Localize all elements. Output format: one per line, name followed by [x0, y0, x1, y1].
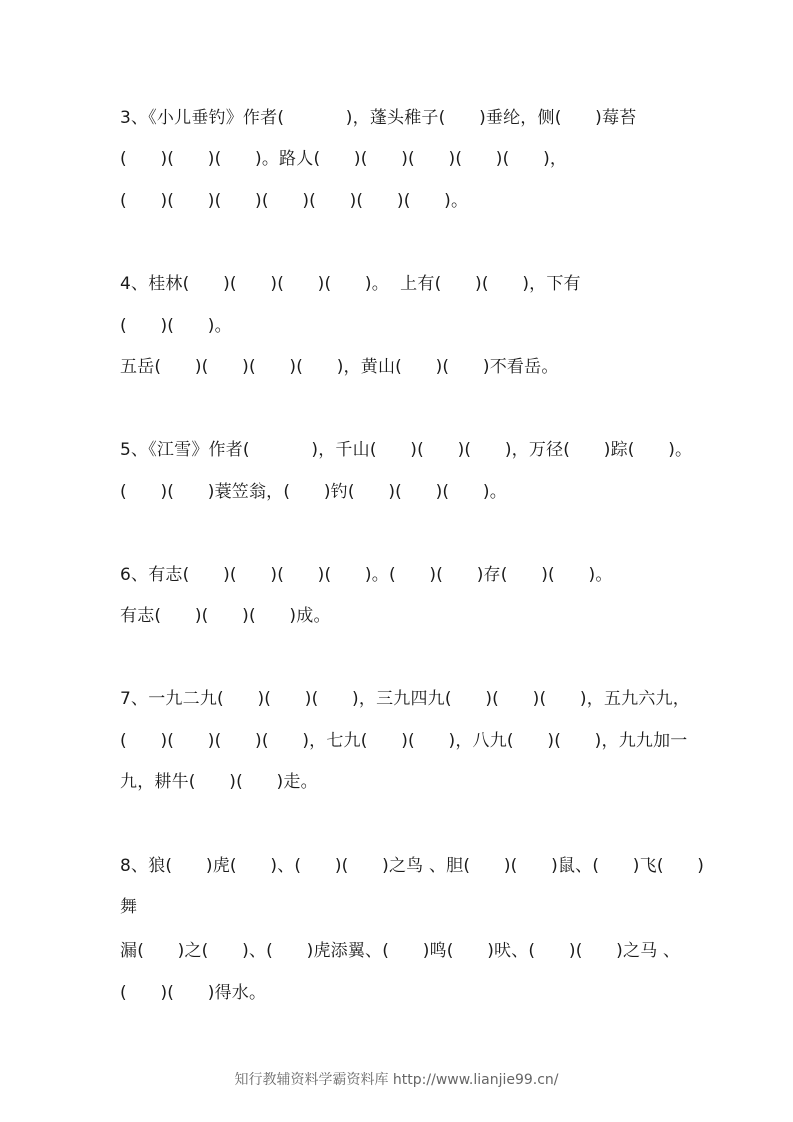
question-7-line-2: ( )( )( )( )，七九( )( )，八九( )( )，九九加一 — [120, 731, 688, 751]
question-8-line-4: ( )( )得水。 — [120, 983, 267, 1003]
question-3-line-1: 3、《小儿垂钓》作者( )，蓬头稚子( )垂纶，侧( )莓苔 — [120, 108, 637, 128]
question-3-line-3: ( )( )( )( )( )( )( )。 — [120, 191, 469, 211]
footer-watermark: 知行教辅资料学霸资料库 http://www.lianjie99.cn/ — [234, 1072, 559, 1088]
question-3-line-2: ( )( )( )。路人( )( )( )( )( )， — [120, 149, 568, 169]
question-5-line-2: ( )( )蓑笠翁，( )钓( )( )( )。 — [120, 482, 507, 502]
question-6-line-1: 6、有志( )( )( )( )。( )( )存( )( )。 — [120, 565, 613, 585]
question-4-line-2: ( )( )。 — [120, 316, 232, 336]
question-7-line-3: 九，耕牛( )( )走。 — [120, 772, 318, 792]
question-4-line-1: 4、桂林( )( )( )( )。 上有( )( )，下有 — [120, 274, 581, 294]
question-8-line-1: 8、狼( )虎( )、( )( )之鸟 、胆( )( )鼠、( )飞( ) — [120, 856, 705, 876]
question-7-line-1: 7、一九二九( )( )( )，三九四九( )( )( )，五九六九， — [120, 689, 690, 709]
question-5-line-1: 5、《江雪》作者( )，千山( )( )( )，万径( )踪( )。 — [120, 440, 693, 460]
question-8-line-2: 舞 — [120, 897, 138, 917]
question-6-line-2: 有志( )( )( )成。 — [120, 606, 331, 626]
question-8-line-3: 漏( )之( )、( )虎添翼、( )鸣( )吠、( )( )之马 、 — [120, 941, 681, 961]
question-4-line-3: 五岳( )( )( )( )，黄山( )( )不看岳。 — [120, 357, 559, 377]
